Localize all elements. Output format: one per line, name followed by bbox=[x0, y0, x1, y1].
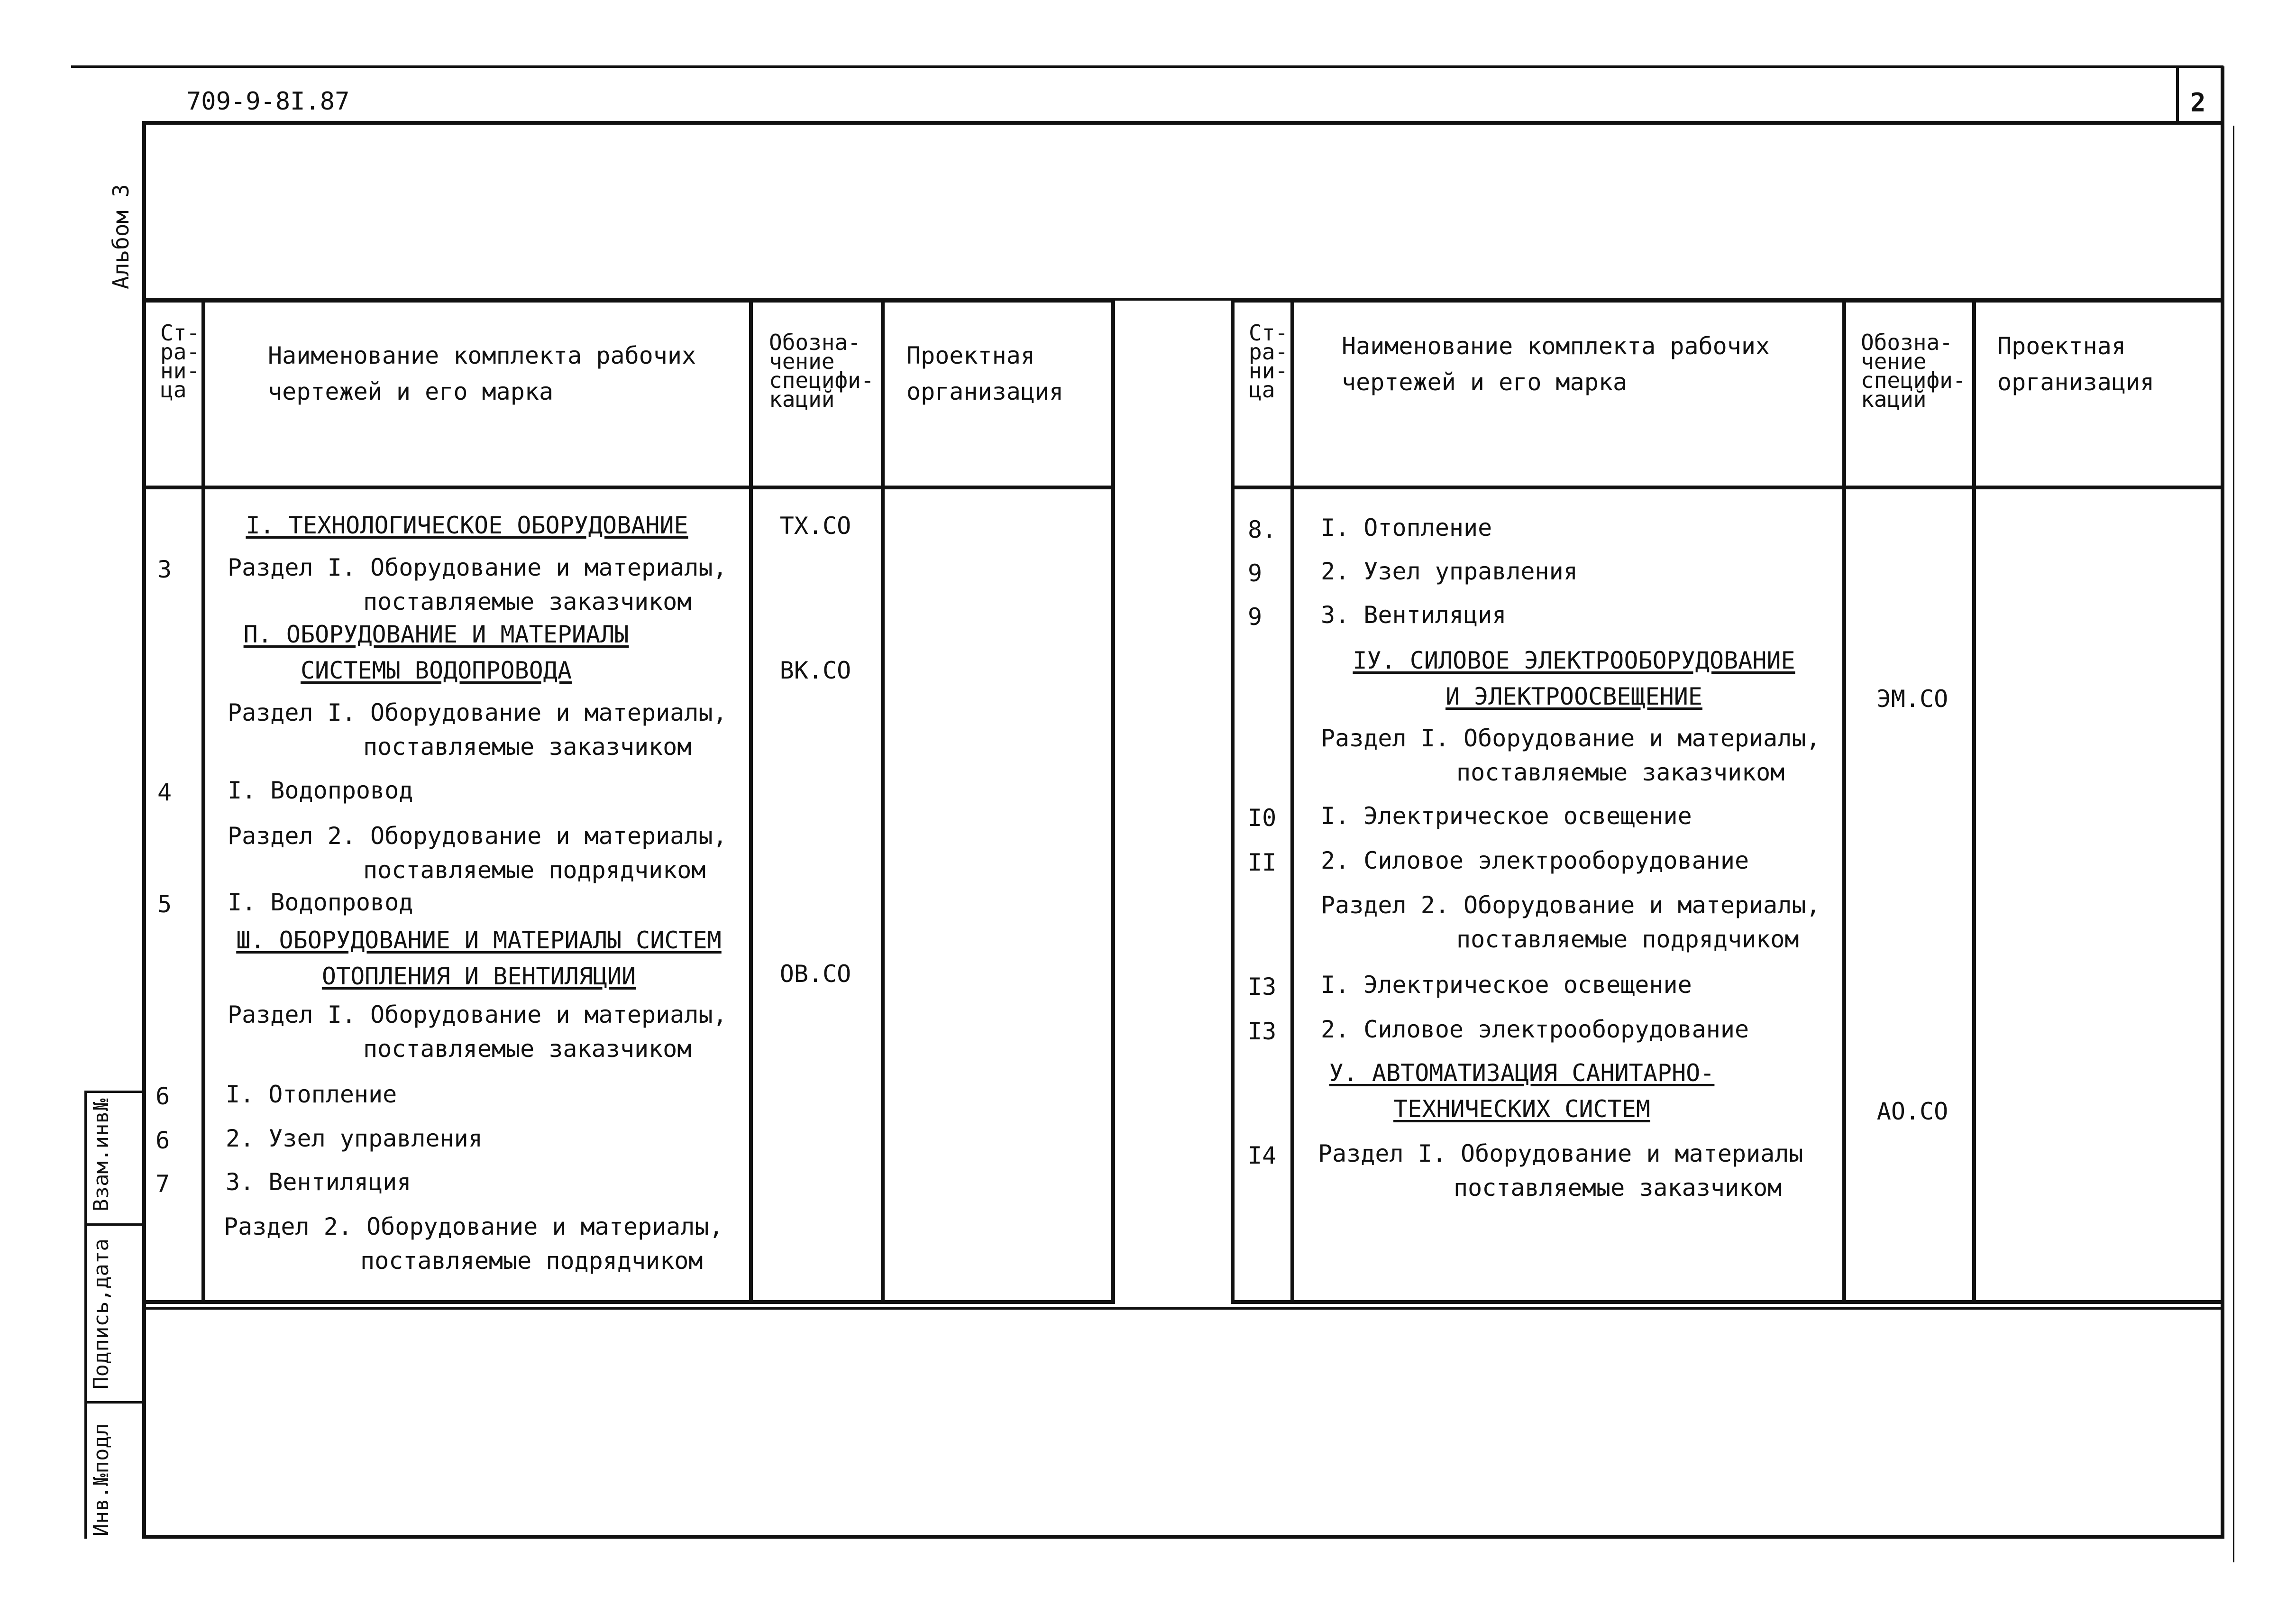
row-text-cont: поставляемые подрядчиком bbox=[1456, 926, 1799, 953]
row-page: 4 bbox=[157, 779, 172, 806]
row-text: Раздел 2. Оборудование и материалы, bbox=[1321, 891, 1820, 919]
frame-bottom bbox=[142, 1535, 2224, 1539]
page-box-left bbox=[2176, 66, 2179, 124]
col-header-page: Ст- ра- ни- ца bbox=[160, 320, 200, 403]
frame-right-outer bbox=[2233, 126, 2234, 1562]
row-text: 3. Вентиляция bbox=[1321, 601, 1507, 629]
row-text: Раздел 2. Оборудование и материалы, bbox=[228, 822, 727, 850]
row-text: I. Отопление bbox=[226, 1081, 397, 1108]
section-code: АО.СО bbox=[1876, 1098, 1948, 1125]
row-text: Раздел I. Оборудование и материалы, bbox=[228, 699, 727, 726]
row-page: 9 bbox=[1248, 560, 1262, 587]
side-label-replace: Взам.инв№ bbox=[89, 1098, 113, 1211]
side-strip-left bbox=[84, 1091, 87, 1539]
row-page: I0 bbox=[1248, 804, 1277, 832]
row-page: I4 bbox=[1248, 1142, 1277, 1169]
row-text: Раздел I. Оборудование и материалы, bbox=[228, 1001, 727, 1028]
row-page: 9 bbox=[1248, 603, 1262, 631]
row-text-cont: поставляемые заказчиком bbox=[1456, 759, 1785, 786]
row-text: 2. Узел управления bbox=[1321, 558, 1578, 585]
page-number: 2 bbox=[2190, 88, 2206, 118]
row-text: I. Электрическое освещение bbox=[1321, 802, 1692, 830]
doc-code: 709-9-8I.87 bbox=[186, 87, 350, 116]
row-text-cont: поставляемые заказчиком bbox=[363, 1035, 692, 1063]
row-text: 2. Силовое электрооборудование bbox=[1321, 1016, 1749, 1043]
row-text-cont: поставляемые заказчиком bbox=[363, 588, 692, 615]
section-title: IУ. СИЛОВОЕ ЭЛЕКТРООБОРУДОВАНИЕ И ЭЛЕКТРООСВЕЩЕНИЕ bbox=[1353, 647, 1795, 710]
row-page: 6 bbox=[156, 1127, 170, 1154]
row-text: 2. Узел управления bbox=[226, 1125, 483, 1152]
col-header-org: Проектная организация bbox=[906, 342, 1064, 405]
side-strip-top bbox=[84, 1091, 144, 1093]
col-header-org: Проектная организация bbox=[1997, 332, 2155, 396]
row-text: I. Отопление bbox=[1321, 514, 1492, 541]
row-text: I. Водопровод bbox=[228, 777, 413, 804]
album-label: Альбом 3 bbox=[108, 184, 134, 289]
row-text-cont: поставляемые подрядчиком bbox=[360, 1247, 703, 1275]
under-frame-bottom bbox=[142, 1307, 2224, 1310]
top-rule bbox=[71, 65, 2223, 68]
frame-left bbox=[142, 121, 146, 1539]
frame-top bbox=[142, 121, 2224, 125]
row-page: 6 bbox=[156, 1083, 170, 1110]
row-page: 3 bbox=[157, 556, 172, 583]
row-text: Раздел 2. Оборудование и материалы, bbox=[224, 1213, 723, 1240]
row-text: 3. Вентиляция bbox=[226, 1168, 412, 1196]
section-code: ТХ.СО bbox=[779, 512, 851, 540]
row-text: I. Водопровод bbox=[228, 889, 413, 916]
row-page: 8. bbox=[1248, 516, 1277, 543]
side-strip-div2 bbox=[84, 1401, 144, 1404]
col-header-spec: Обозна- чение специфи- каций bbox=[1861, 330, 1966, 412]
row-text: 2. Силовое электрооборудование bbox=[1321, 847, 1749, 874]
row-text: I. Электрическое освещение bbox=[1321, 971, 1692, 999]
section-code: ВК.СО bbox=[779, 657, 851, 684]
side-label-sign: Подпись,дата bbox=[89, 1239, 113, 1389]
col-header-spec: Обозна- чение специфи- каций bbox=[769, 330, 874, 412]
side-strip-div1 bbox=[84, 1223, 144, 1226]
row-text: Раздел I. Оборудование и материалы, bbox=[1321, 725, 1820, 752]
row-text-cont: поставляемые заказчиком bbox=[1454, 1174, 1782, 1202]
section-code: ЭМ.СО bbox=[1876, 685, 1948, 713]
row-text: Раздел I. Оборудование и материалы bbox=[1318, 1140, 1803, 1167]
col-header-name: Наименование комплекта рабочих чертежей и его марка bbox=[1342, 332, 1770, 396]
row-page: I3 bbox=[1248, 1018, 1277, 1045]
row-page: II bbox=[1248, 849, 1277, 876]
side-label-inv: Инв.№подл bbox=[89, 1423, 113, 1536]
row-text-cont: поставляемые заказчиком bbox=[363, 733, 692, 761]
row-page: 5 bbox=[157, 890, 172, 918]
col-header-name: Наименование комплекта рабочих чертежей и его марка bbox=[268, 342, 696, 405]
section-title: I. ТЕХНОЛОГИЧЕСКОЕ ОБОРУДОВАНИЕ bbox=[246, 512, 688, 539]
col-header-page: Ст- ра- ни- ца bbox=[1249, 320, 1289, 403]
row-page: 7 bbox=[156, 1170, 170, 1198]
row-text: Раздел I. Оборудование и материалы, bbox=[228, 554, 727, 581]
frame-right bbox=[2221, 66, 2224, 1539]
section-title: У. АВТОМАТИЗАЦИЯ САНИТАРНО- ТЕХНИЧЕСКИХ СИСТЕМ bbox=[1329, 1059, 1715, 1123]
row-text-cont: поставляемые подрядчиком bbox=[363, 856, 706, 884]
row-page: I3 bbox=[1248, 973, 1277, 1000]
section-title: Ш. ОБОРУДОВАНИЕ И МАТЕРИАЛЫ СИСТЕМ ОТОПЛЕНИЯ И ВЕНТИЛЯЦИИ bbox=[236, 927, 722, 990]
section-title: П. ОБОРУДОВАНИЕ И МАТЕРИАЛЫ СИСТЕМЫ ВОДОПРОВОДА bbox=[243, 621, 629, 684]
section-code: ОВ.СО bbox=[779, 960, 851, 988]
page-box-top bbox=[2176, 65, 2223, 68]
